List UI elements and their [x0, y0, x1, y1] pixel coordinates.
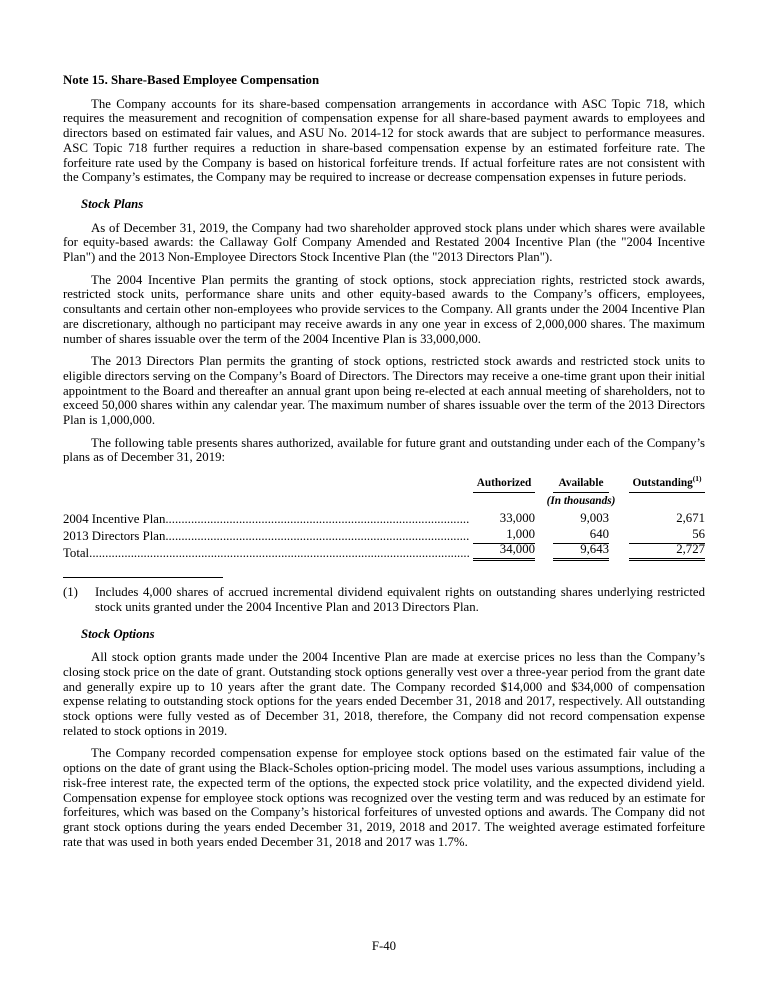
row-label: Total	[63, 546, 90, 561]
cell-outstanding: 2,671	[676, 511, 705, 526]
cell-available-total: 9,643	[553, 542, 609, 561]
row-label: 2013 Directors Plan	[63, 529, 166, 544]
cell-available: 640	[553, 527, 609, 544]
cell-outstanding-total: 2,727	[629, 542, 705, 561]
units-note: (In thousands)	[546, 495, 616, 508]
table-units-row	[63, 495, 705, 509]
stock-options-heading: Stock Options	[81, 626, 155, 641]
share-plans-table	[63, 474, 705, 561]
cell-outstanding: 56	[629, 527, 705, 544]
footnote-divider	[63, 577, 223, 578]
footnote-marker: (1)	[63, 585, 78, 600]
dot-leader	[89, 546, 469, 561]
row-label: 2004 Incentive Plan	[63, 512, 166, 527]
outstanding-footnote-ref: (1)	[692, 474, 702, 484]
stock-plans-heading: Stock Plans	[81, 196, 144, 211]
cell-authorized-total: 34,000	[473, 542, 535, 561]
cell-authorized: 33,000	[499, 511, 535, 526]
stock-plans-paragraph-1: As of December 31, 2019, the Company had two shareholder approved stock plans under which shares were available for equity-based awards: the Callaway Golf Company Amended and Restated 2004 Incentive Plan (the "2004 Incentive Plan") and the 2013 Non-Employee Directors Stock Incentive Plan (the "2013 Directors Plan").	[63, 220, 705, 265]
stock-plans-paragraph-4: The following table presents shares authorized, available for future grant and outstanding under each of the Company’s plans as of December 31, 2019:	[63, 435, 705, 465]
column-header-outstanding-text: Outstanding	[632, 477, 693, 490]
dot-leader	[165, 529, 469, 544]
stock-plans-paragraph-3: The 2013 Directors Plan permits the granting of stock options, restricted stock awards and restricted stock units to eligible directors serving on the Company’s Board of Directors. The Directors may receive a one-time grant upon their initial appointment to the Board and thereafter an annual grant upon being re-elected at each annual meeting of shareholders, not to exceed 50,000 shares within any calendar year. The maximum number of shares issuable over the term of the 2013 Directors Plan is 1,000,000.	[63, 354, 705, 428]
stock-options-paragraph-1: All stock option grants made under the 2004 Incentive Plan are made at exercise prices no less than the Company’s closing stock price on the date of grant. Outstanding stock options generally vest over a three-year period from the grant date and generally expire up to 10 years after the grant date. The Company recorded $14,000 and $34,000 of compensation expense relating to outstanding stock options for the years ended December 31, 2018 and 2017, respectively. All outstanding stock options were fully vested as of December 31, 2018, therefore, the Company did not record compensation expense related to stock options in 2019.	[63, 650, 705, 738]
page-number: F-40	[371, 939, 397, 954]
table-header-row	[63, 474, 705, 493]
dot-leader	[165, 512, 469, 527]
cell-available: 9,003	[580, 511, 609, 526]
note-title: Note 15. Share-Based Employee Compensation	[63, 73, 320, 87]
column-header-authorized: Authorized	[473, 477, 535, 493]
table-row	[63, 510, 705, 527]
footnote-1	[63, 585, 705, 614]
column-header-available: Available	[553, 477, 609, 493]
stock-options-paragraph-2: The Company recorded compensation expense for employee stock options based on the estimated fair value of the options on the date of grant using the Black-Scholes option-pricing model. The model uses various assumptions, including a risk-free interest rate, the expected term of the options, the expected stock price volatility, and the expected dividend yield. Compensation expense for employee stock options was recognized over the vesting term and was reduced by an estimate for forfeitures, which was based on the Company’s historical forfeitures of unvested options and awards. The Company did not grant stock options during the years ended December 31, 2019, 2018 and 2017. The weighted average estimated forfeiture rate that was used in both years ended December 31, 2018 and 2017 was 1.7%.	[63, 746, 705, 849]
stock-plans-paragraph-2: The 2004 Incentive Plan permits the granting of stock options, stock appreciation rights, restricted stock awards, restricted stock units, performance share units and other equity-based awards to the Company’s officers, employees, consultants and certain other non-employees who provide services to the Company. All grants under the 2004 Incentive Plan are discretionary, although no participant may receive awards in any one year in excess of 2,000,000 shares. The maximum number of shares issuable over the term of the 2004 Incentive Plan is 33,000,000.	[63, 272, 705, 346]
table-total-row	[63, 544, 705, 561]
column-header-outstanding	[629, 474, 705, 493]
footnote-text: Includes 4,000 shares of accrued incremental dividend equivalent rights on outstanding shares underlying restricted stock units granted under the 2004 Incentive Plan and 2013 Directors Plan.	[95, 585, 705, 614]
cell-authorized: 1,000	[473, 527, 535, 544]
paragraph-intro: The Company accounts for its share-based compensation arrangements in accordance with ASC Topic 718, which requires the measurement and recognition of compensation expense for all share-based payment awards to employees and directors based on estimated fair values, and ASU No. 2014-12 for stock awards that are subject to performance measures. ASC Topic 718 further requires a reduction in share-based compensation expense by an estimated forfeiture rate. The forfeiture rate used by the Company is based on historical forfeiture trends. If actual forfeiture rates are not consistent with the Company’s estimates, the Company may be required to increase or decrease compensation expenses in future periods.	[63, 96, 705, 185]
